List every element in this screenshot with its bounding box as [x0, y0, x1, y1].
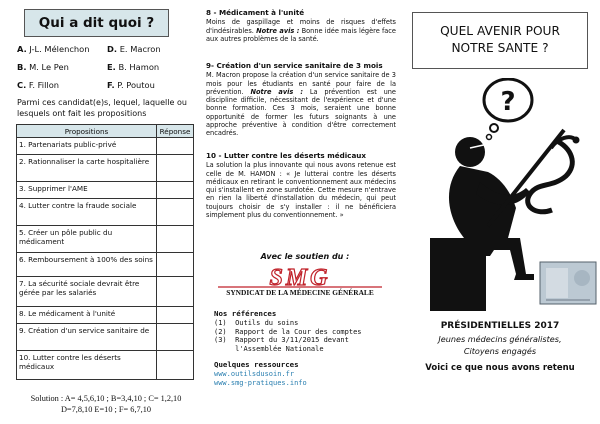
proposition-cell: 6. Remboursement à 100% des soins — [17, 253, 157, 277]
solution-text — [14, 393, 198, 415]
propositions-table — [16, 124, 194, 380]
candidate-a: A. J-L. Mélenchon — [17, 44, 90, 54]
smg-full-name: SYNDICAT DE LA MÉDECINE GÉNÉRALE — [226, 288, 374, 297]
answer-cell[interactable] — [157, 155, 194, 182]
table-row — [17, 277, 194, 307]
header-reponse: Réponse — [157, 125, 194, 138]
proposition-cell: 8. Le médicament à l'unité — [17, 307, 157, 324]
table-row — [17, 199, 194, 226]
quiz-question: Parmi ces candidat(e)s, lequel, laquelle ou lesquels ont fait les propositions — [17, 98, 187, 118]
answer-cell[interactable] — [157, 182, 194, 199]
answer-cell[interactable] — [157, 324, 194, 351]
candidate-b: B. M. Le Pen — [17, 62, 69, 72]
section-9-title: 9- Création d'un service sanitaire de 3 mois — [206, 61, 383, 70]
election-tagline: Voici ce que nous avons retenu — [425, 363, 575, 373]
thought-bubble-icon — [484, 79, 532, 140]
table-header-row — [17, 125, 194, 138]
answer-cell[interactable] — [157, 226, 194, 253]
election-title: PRÉSIDENTIELLES 2017 — [440, 321, 560, 331]
reference-item: (3) Rapport du 3/11/2015 devant — [214, 336, 349, 345]
reference-item: l'Assemblée Nationale — [214, 345, 324, 354]
caduceus-icon — [488, 130, 579, 226]
proposition-cell: 5. Créer un pôle public du médicament — [17, 226, 157, 253]
thinker-illustration — [430, 78, 598, 311]
header-propositions: Propositions — [17, 125, 157, 138]
person-silhouette-icon — [430, 137, 534, 311]
proposition-cell: 4. Lutter contre la fraude sociale — [17, 199, 157, 226]
candidate-c: C. F. Fillon — [17, 80, 60, 90]
proposition-cell: 1. Partenariats public-privé — [17, 138, 157, 155]
section-10-title: 10 - Lutter contre les déserts médicaux — [206, 151, 367, 160]
candidate-e: E. B. Hamon — [107, 62, 160, 72]
section-9-text: M. Macron propose la création d'un service sanitaire de 3 mois pour les étudiants en santé pour faire de la prévention. Notre avis : La prévention est une discipline difficile, nécessitant de l'expérience et d'une bonne formation. Ces 3 mois, seraient une bonne opportunité de former les futurs soignants à une approche préventive à condition d'être correctement encadrés. — [206, 71, 396, 138]
section-10 — [206, 152, 396, 219]
section-8-title: 8 - Médicament à l'unité — [206, 8, 305, 17]
table-row — [17, 351, 194, 380]
table-row — [17, 155, 194, 182]
section-8 — [206, 9, 396, 43]
proposition-cell: 3. Supprimer l'AME — [17, 182, 157, 199]
left-panel — [0, 0, 200, 424]
smg-logo — [210, 263, 390, 297]
table-row — [17, 182, 194, 199]
answer-cell[interactable] — [157, 277, 194, 307]
banknote-icon — [540, 262, 596, 304]
table-row — [17, 226, 194, 253]
answer-cell[interactable] — [157, 307, 194, 324]
section-9 — [206, 62, 396, 138]
answer-cell[interactable] — [157, 199, 194, 226]
candidate-d: D. E. Macron — [107, 44, 161, 54]
middle-panel — [200, 0, 400, 424]
solution-line-2: D=7,8,10 E=10 ; F= 6,7,10 — [60, 405, 152, 414]
proposition-cell: 7. La sécurité sociale devrait être gérée par les salariés — [17, 277, 157, 307]
soutien-label: Avec le soutien du : — [260, 252, 350, 261]
cover-title-line-1: QUEL AVENIR POUR — [440, 24, 560, 38]
smg-letters: SMG — [269, 265, 331, 291]
election-block — [412, 321, 588, 373]
link-outilsdusoin[interactable]: www.outilsdusoin.fr — [214, 369, 295, 378]
references — [214, 310, 394, 387]
proposition-cell: 2. Rationnaliser la carte hospitalière — [17, 155, 157, 182]
answer-cell[interactable] — [157, 138, 194, 155]
proposition-cell: 9. Création d'un service sanitaire de — [17, 324, 157, 351]
cover-title-line-2: NOTRE SANTE ? — [451, 41, 549, 55]
solution-line-1: Solution : A= 4,5,6,10 ; B=3,4,10 ; C= 1,2,10 — [30, 394, 182, 403]
svg-text:?: ? — [500, 87, 516, 117]
candidate-f: F. P. Poutou — [107, 80, 155, 90]
subtitle-line-2: Citoyens engagés — [463, 345, 537, 356]
section-10-text: La solution la plus innovante qui nous avons retenue est celle de M. HAMON : « Je lutterai contre les déserts médicaux en retirant le conventionnement aux médecins qui s'installent en zone surdotée. Cette mesure n'entrave en rien la liberté d'installation du médecin, qui peut toujours choisir de s'y installer : il ne bénéficiera simplement plus du conventionnement. » — [206, 161, 396, 220]
election-subtitle — [412, 334, 588, 357]
quiz-title: Qui a dit quoi ? — [24, 9, 169, 37]
table-row — [17, 253, 194, 277]
proposition-cell: 10. Lutter contre les déserts médicaux — [17, 351, 157, 380]
right-panel — [400, 0, 600, 424]
section-8-text: Moins de gaspillage et moins de risques d'effets d'indésirables. Notre avis : Bonne idée mais légère face aux autres problèmes de la santé. — [206, 18, 396, 43]
table-row — [17, 307, 194, 324]
resources-title: Quelques ressources — [214, 359, 299, 369]
cover-title — [412, 12, 588, 69]
reference-item: (2) Rapport de la Cour des comptes — [214, 327, 362, 336]
references-title: Nos références — [214, 309, 277, 318]
link-smg-pratiques[interactable]: www.smg-pratiques.info — [214, 378, 307, 387]
subtitle-line-1: Jeunes médecins généralistes, — [438, 334, 562, 344]
table-row — [17, 324, 194, 351]
answer-cell[interactable] — [157, 351, 194, 380]
table-row — [17, 138, 194, 155]
reference-item: (1) Outils du soins — [214, 318, 299, 327]
answer-cell[interactable] — [157, 253, 194, 277]
